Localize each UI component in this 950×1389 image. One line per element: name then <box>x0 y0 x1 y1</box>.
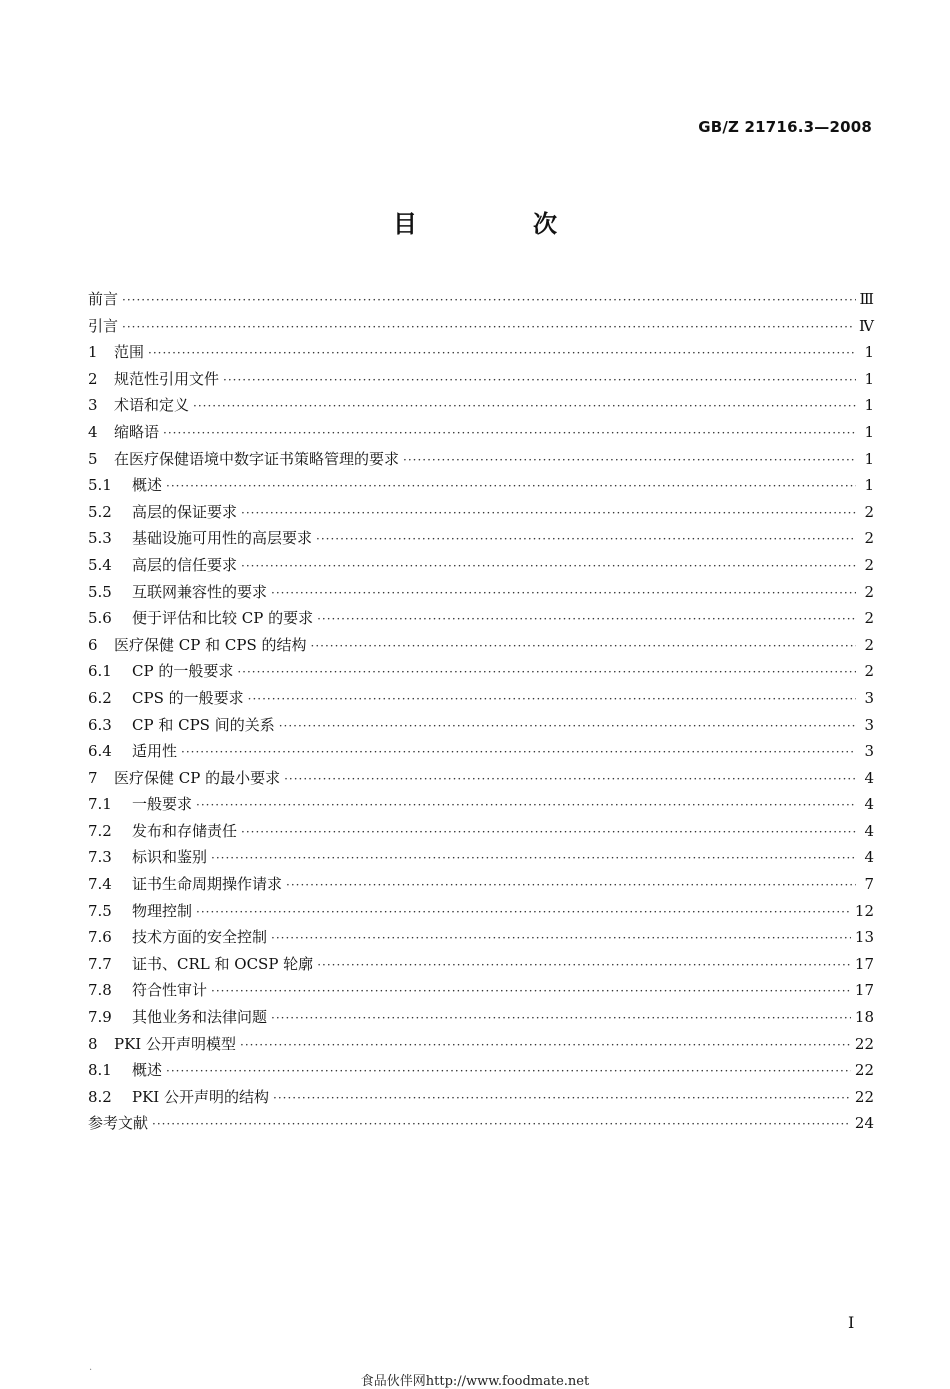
toc-entry-title: 医疗保健 CP 和 CPS 的结构 <box>114 635 307 654</box>
toc-entry-title: 符合性审计 <box>132 981 208 1000</box>
toc-leader-dots <box>122 287 856 314</box>
toc-entry-title: 证书生命周期操作请求 <box>132 875 283 894</box>
toc-entry[interactable] <box>88 977 874 1004</box>
toc-entry-page: 1 <box>864 369 874 388</box>
toc-entry[interactable] <box>88 685 874 712</box>
toc-entry-title: 范围 <box>114 343 145 362</box>
toc-leader-dots <box>311 633 857 660</box>
toc-entry-title: 概述 <box>132 476 163 495</box>
toc-entry-number: 7 <box>88 768 98 787</box>
toc-leader-dots <box>317 606 856 633</box>
toc-entry-number: 5.2 <box>88 502 112 521</box>
toc-entry-title: 一般要求 <box>132 795 193 814</box>
toc-entry-page: 1 <box>864 396 874 415</box>
toc-entry-page: 12 <box>854 901 874 920</box>
toc-entry-page: 4 <box>864 795 874 814</box>
toc-entry-title: 物理控制 <box>132 901 193 920</box>
toc-leader-dots <box>248 686 856 713</box>
toc-entry-page: 17 <box>854 981 874 1000</box>
toc-entry-page: 1 <box>864 343 874 362</box>
toc-entry-number: 6.1 <box>88 662 112 681</box>
toc-entry-number: 7.9 <box>88 1008 112 1027</box>
footer-watermark-link[interactable]: 食品伙伴网http://www.foodmate.net <box>360 1374 590 1389</box>
toc-entry[interactable] <box>88 791 874 818</box>
toc-entry-page: 4 <box>864 821 874 840</box>
standard-code: GB/Z 21716.3—2008 <box>698 118 872 136</box>
toc-entry-title: 适用性 <box>132 742 178 761</box>
toc-leader-dots <box>196 792 856 819</box>
page-title: 目 次 <box>393 210 603 238</box>
toc-entry-number: 4 <box>88 422 98 441</box>
toc-leader-dots <box>193 393 856 420</box>
toc-entry[interactable] <box>88 1057 874 1084</box>
toc-entry-number: 7.5 <box>88 901 112 920</box>
toc-entry[interactable] <box>88 898 874 925</box>
toc-leader-dots <box>122 314 855 341</box>
toc-entry-number: 3 <box>88 396 98 415</box>
toc-entry-title: 其他业务和法律问题 <box>132 1008 268 1027</box>
toc-entry-number: 7.7 <box>88 954 112 973</box>
toc-entry-page: 2 <box>864 529 874 548</box>
toc-entry-title: 在医疗保健语境中数字证书策略管理的要求 <box>114 449 400 468</box>
toc-entry-title: 互联网兼容性的要求 <box>132 582 268 601</box>
toc-entry[interactable] <box>88 871 874 898</box>
toc-entry-page: 18 <box>854 1008 874 1027</box>
toc-entry-page: 22 <box>854 1087 874 1106</box>
toc-entry-page: 24 <box>854 1114 874 1133</box>
footer-dot: . <box>89 1362 93 1373</box>
toc-entry[interactable] <box>88 738 874 765</box>
toc-leader-dots <box>241 500 856 527</box>
toc-entry[interactable] <box>88 313 874 340</box>
toc-entry[interactable] <box>88 419 874 446</box>
toc-entry-title: PKI 公开声明模型 <box>114 1034 236 1053</box>
toc-entry[interactable] <box>88 605 874 632</box>
toc-entry-page: 13 <box>854 928 874 947</box>
toc-leader-dots <box>166 473 856 500</box>
toc-entry[interactable] <box>88 658 874 685</box>
toc-entry[interactable] <box>88 499 874 526</box>
toc-entry-page: 4 <box>864 768 874 787</box>
toc-entry-number: 8.1 <box>88 1061 112 1080</box>
toc-leader-dots <box>271 1005 851 1032</box>
toc-entry[interactable] <box>88 632 874 659</box>
toc-entry-number: 5 <box>88 449 98 468</box>
toc-entry[interactable] <box>88 1084 874 1111</box>
toc-entry[interactable] <box>88 924 874 951</box>
toc-entry-title: 缩略语 <box>114 422 160 441</box>
toc-entry-page: 1 <box>864 449 874 468</box>
toc-entry[interactable] <box>88 446 874 473</box>
toc-entry-title: 基础设施可用性的高层要求 <box>132 529 313 548</box>
toc-entry-number: 1 <box>88 343 98 362</box>
toc-entry-number: 8.2 <box>88 1087 112 1106</box>
toc-leader-dots <box>166 1058 851 1085</box>
table-of-contents <box>88 286 874 1137</box>
toc-entry-page: 4 <box>864 848 874 867</box>
toc-entry[interactable] <box>88 286 874 313</box>
toc-entry[interactable] <box>88 1110 874 1137</box>
toc-entry[interactable] <box>88 552 874 579</box>
toc-entry-page: 22 <box>854 1034 874 1053</box>
toc-entry-title: 证书、CRL 和 OCSP 轮廓 <box>132 954 314 973</box>
toc-entry-title: 发布和存储责任 <box>132 821 238 840</box>
toc-leader-dots <box>181 739 856 766</box>
toc-leader-dots <box>271 925 851 952</box>
toc-entry-number: 7.4 <box>88 875 112 894</box>
toc-entry-page: Ⅳ <box>859 316 874 335</box>
toc-leader-dots <box>223 367 856 394</box>
toc-entry[interactable] <box>88 1031 874 1058</box>
toc-entry-number: 5.6 <box>88 609 112 628</box>
toc-entry-number: 7.2 <box>88 821 112 840</box>
toc-leader-dots <box>152 1111 851 1138</box>
toc-entry-number: 5.1 <box>88 476 112 495</box>
toc-entry-number: 6 <box>88 635 98 654</box>
toc-entry-number: 7.6 <box>88 928 112 947</box>
toc-leader-dots <box>211 845 856 872</box>
toc-entry-number: 5.3 <box>88 529 112 548</box>
toc-entry[interactable] <box>88 951 874 978</box>
toc-entry-page: 17 <box>854 954 874 973</box>
toc-leader-dots <box>240 1032 851 1059</box>
toc-entry[interactable] <box>88 339 874 366</box>
toc-entry-title: 技术方面的安全控制 <box>132 928 268 947</box>
toc-entry[interactable] <box>88 525 874 552</box>
toc-entry-number: 6.4 <box>88 742 112 761</box>
toc-leader-dots <box>237 659 856 686</box>
toc-entry-title: 规范性引用文件 <box>114 369 220 388</box>
toc-leader-dots <box>279 713 856 740</box>
toc-leader-dots <box>163 420 856 447</box>
toc-leader-dots <box>273 1085 851 1112</box>
toc-entry-number: 5.4 <box>88 555 112 574</box>
toc-entry-page: 3 <box>864 688 874 707</box>
toc-entry-title: 引言 <box>88 316 119 335</box>
toc-entry[interactable] <box>88 765 874 792</box>
toc-leader-dots <box>148 340 856 367</box>
toc-entry-number: 7.8 <box>88 981 112 1000</box>
toc-leader-dots <box>196 899 851 926</box>
toc-entry[interactable] <box>88 579 874 606</box>
toc-leader-dots <box>241 553 856 580</box>
toc-entry-title: CPS 的一般要求 <box>132 688 244 707</box>
toc-entry-title: PKI 公开声明的结构 <box>132 1087 269 1106</box>
toc-entry-title: 医疗保健 CP 的最小要求 <box>114 768 281 787</box>
toc-entry-page: Ⅲ <box>859 290 874 308</box>
toc-entry[interactable] <box>88 844 874 871</box>
toc-entry-page: 2 <box>864 555 874 574</box>
toc-entry-page: 2 <box>864 582 874 601</box>
toc-entry-number: 6.3 <box>88 715 112 734</box>
toc-entry-page: 7 <box>864 875 874 894</box>
toc-entry-title: 概述 <box>132 1061 163 1080</box>
toc-entry[interactable] <box>88 712 874 739</box>
toc-leader-dots <box>286 872 856 899</box>
toc-entry-page: 3 <box>864 742 874 761</box>
toc-leader-dots <box>284 766 856 793</box>
toc-entry-number: 7.3 <box>88 848 112 867</box>
toc-leader-dots <box>241 819 856 846</box>
toc-entry-title: 高层的保证要求 <box>132 502 238 521</box>
toc-entry-title: 前言 <box>88 290 119 308</box>
toc-entry-page: 1 <box>864 476 874 495</box>
toc-entry-title: CP 的一般要求 <box>132 662 234 681</box>
toc-entry-title: 参考文献 <box>88 1114 149 1133</box>
page-number: I <box>848 1313 855 1332</box>
toc-entry-number: 7.1 <box>88 795 112 814</box>
toc-entry-number: 6.2 <box>88 688 112 707</box>
toc-entry[interactable] <box>88 366 874 393</box>
toc-entry-title: 术语和定义 <box>114 396 190 415</box>
toc-entry-page: 2 <box>864 662 874 681</box>
toc-entry-page: 1 <box>864 422 874 441</box>
toc-entry-page: 2 <box>864 609 874 628</box>
toc-entry[interactable] <box>88 472 874 499</box>
toc-entry-page: 2 <box>864 635 874 654</box>
toc-entry[interactable] <box>88 392 874 419</box>
toc-entry[interactable] <box>88 818 874 845</box>
toc-entry-number: 2 <box>88 369 98 388</box>
toc-entry-number: 8 <box>88 1034 98 1053</box>
toc-entry-page: 3 <box>864 715 874 734</box>
toc-entry-title: 标识和鉴别 <box>132 848 208 867</box>
toc-entry[interactable] <box>88 1004 874 1031</box>
toc-entry-page: 22 <box>854 1061 874 1080</box>
toc-leader-dots <box>211 978 851 1005</box>
toc-leader-dots <box>271 580 856 607</box>
toc-leader-dots <box>316 526 856 553</box>
toc-entry-title: 便于评估和比较 CP 的要求 <box>132 609 314 628</box>
toc-leader-dots <box>317 952 851 979</box>
toc-entry-page: 2 <box>864 502 874 521</box>
toc-leader-dots <box>403 447 856 474</box>
toc-entry-title: 高层的信任要求 <box>132 555 238 574</box>
toc-entry-title: CP 和 CPS 间的关系 <box>132 715 275 734</box>
toc-entry-number: 5.5 <box>88 582 112 601</box>
